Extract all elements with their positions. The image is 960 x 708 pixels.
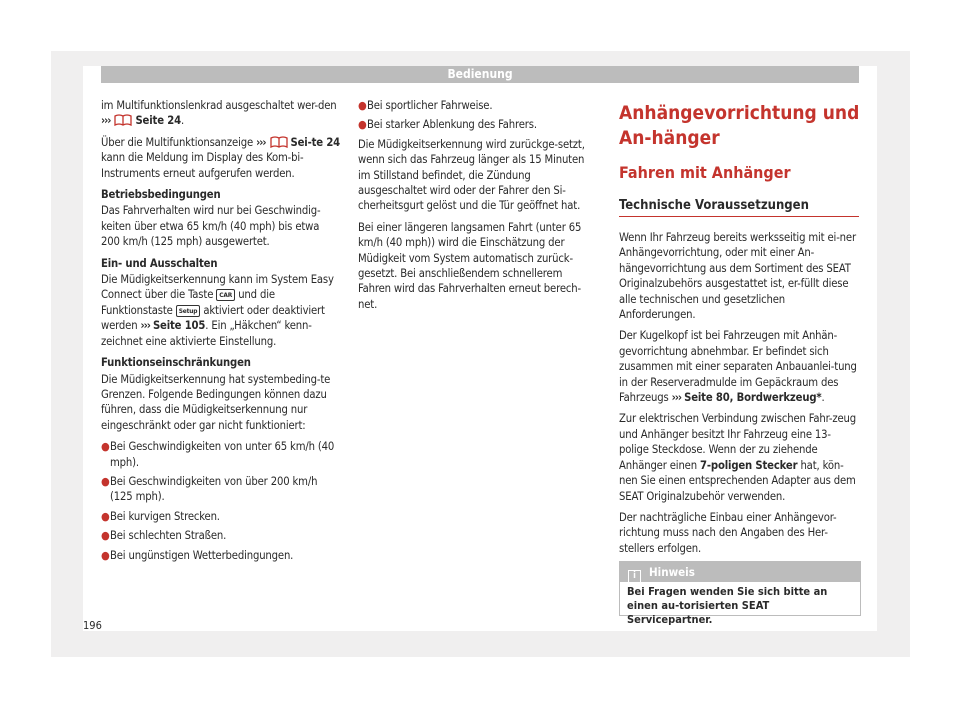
car-key-icon: CAR xyxy=(216,289,235,301)
divider xyxy=(619,216,859,217)
list-item: ● Bei starker Ablenkung des Fahrers. xyxy=(358,118,537,132)
paragraph: Wenn Ihr Fahrzeug bereits werksseitig mit ei-ner Anhängevorrichtung, oder mit einer An-hängevorrichtung aus dem Sortiment des SEAT Originalzubehörs ausgestattet ist, er-füllt diese alle technischen und gesetzlichen Anforderungen. xyxy=(619,231,856,322)
list-item: ● Bei Geschwindigkeiten von über 200 km/h (125 mph). xyxy=(101,474,318,504)
list-item: ● Bei schlechten Straßen. xyxy=(101,529,227,543)
list-item: ● Bei ungünstigen Wetterbedingungen. xyxy=(101,548,294,562)
paragraph: im Multifunktionslenkrad ausgeschaltet wer-den ››› Seite 24. xyxy=(101,99,337,128)
book-icon xyxy=(114,114,132,126)
paragraph: Der nachträgliche Einbau einer Anhängevor-richtung muss nach den Angaben des Her-stellers erfolgen. xyxy=(619,510,837,555)
note-box xyxy=(619,561,861,626)
bullet-icon: ● xyxy=(101,548,110,562)
chapter-title: Anhängevorrichtung und An-hänger xyxy=(619,102,860,149)
cross-reference-arrow-icon: ››› xyxy=(256,135,266,149)
paragraph: Die Müdigkeitserkennung kann im System Easy Connect über die Taste CAR und die Funktionstaste Setup aktiviert oder deaktiviert werden ››› Seite 105. Ein „Häkchen“ kenn-zeichnet eine aktivierte Einstellung. xyxy=(101,273,334,348)
bullet-icon: ● xyxy=(358,118,367,132)
note-text: Bei Fragen wenden Sie sich bitte an einen au-torisierten SEAT Servicepartner. xyxy=(627,585,828,626)
paragraph: Zur elektrischen Verbindung zwischen Fahr-zeug und Anhänger besitzt Ihr Fahrzeug eine 13-polige Steckdose. Wenn der zu ziehende Anhänger einen 7-poligen Stecker hat, kön-nen Sie einen entsprechenden Adapter aus dem SEAT Originalzubehör verwenden. xyxy=(619,412,857,503)
section-title: Fahren mit Anhänger xyxy=(619,163,791,182)
paragraph: Über die Multifunktionsanzeige ››› Sei-te 24 kann die Meldung im Display des Kom-bi-Instruments erneut aufgerufen werden. xyxy=(101,135,341,180)
paragraph: Der Kugelkopf ist bei Fahrzeugen mit Anhän-gevorrichtung abnehmbar. Er befindet sich zusammen mit einer separaten Anbauanlei-tung in der Reserveradmulde im Gepäckraum des Fahrzeugs ››› Seite 80, Bordwerkzeug*. xyxy=(619,329,857,405)
subheading: Funktionseinschränkungen xyxy=(101,356,251,370)
subheading: Betriebsbedingungen xyxy=(101,188,221,202)
note-header: i Hinweis xyxy=(620,562,860,582)
cross-reference-arrow-icon: ››› xyxy=(140,319,150,333)
page-reference[interactable]: Seite 24 xyxy=(135,114,181,128)
page-number: 196 xyxy=(83,619,102,632)
cross-reference-arrow-icon: ››› xyxy=(671,391,682,405)
page-reference[interactable]: Seite 105 xyxy=(152,319,206,333)
bullet-icon: ● xyxy=(101,529,110,543)
paragraph: Bei einer längeren langsamen Fahrt (unter 65 km/h (40 mph)) wird die Einschätzung der Müdigkeit vom System automatisch zurück-gesetzt. Bei anschließendem schnellerem Fahren wird das Fahrverhalten erneut berech-net. xyxy=(358,220,582,311)
bullet-icon: ● xyxy=(358,99,367,112)
list-item: ● Bei kurvigen Strecken. xyxy=(101,509,220,523)
page-reference[interactable]: Seite 80, Bordwerkzeug* xyxy=(684,391,822,405)
subheading: Ein- und Ausschalten xyxy=(101,256,218,270)
page-reference[interactable]: Sei-te 24 xyxy=(290,135,341,149)
list-item: ● Bei Geschwindigkeiten von unter 65 km/h (40 mph). xyxy=(101,440,335,469)
cross-reference-arrow-icon: ››› xyxy=(101,114,111,128)
book-icon xyxy=(270,136,288,148)
list-item: ● Bei sportlicher Fahrweise. xyxy=(358,99,493,112)
bullet-icon: ● xyxy=(101,474,110,488)
setup-key-icon: Setup xyxy=(176,305,201,317)
paragraph: Die Müdigkeitserkennung hat systembeding-te Grenzen. Folgende Bedingungen können dazu führen, dass die Müdigkeitserkennung nur eingeschränkt oder gar nicht funktioniert: xyxy=(101,372,331,432)
column-2 xyxy=(358,98,598,318)
column-1 xyxy=(101,98,341,567)
bullet-icon: ● xyxy=(101,440,110,454)
bullet-icon: ● xyxy=(101,509,110,523)
page-header: Bedienung xyxy=(101,66,859,83)
paragraph: Das Fahrverhalten wird nur bei Geschwindig-keiten über etwa 65 km/h (40 mph) bis etwa 200 km/h (125 mph) ausgewertet. xyxy=(101,204,321,249)
subsection-title: Technische Voraussetzungen xyxy=(619,198,809,213)
info-icon: i xyxy=(628,570,641,583)
column-3 xyxy=(619,230,859,562)
paragraph: Die Müdigkeitserkennung wird zurückge-setzt, wenn sich das Fahrzeug länger als 15 Minuten im Stillstand befindet, die Zündung ausgeschaltet wird oder der Fahrer den Si-cherheitsgurt gelöst und die Tür geöffnet hat. xyxy=(358,137,585,213)
